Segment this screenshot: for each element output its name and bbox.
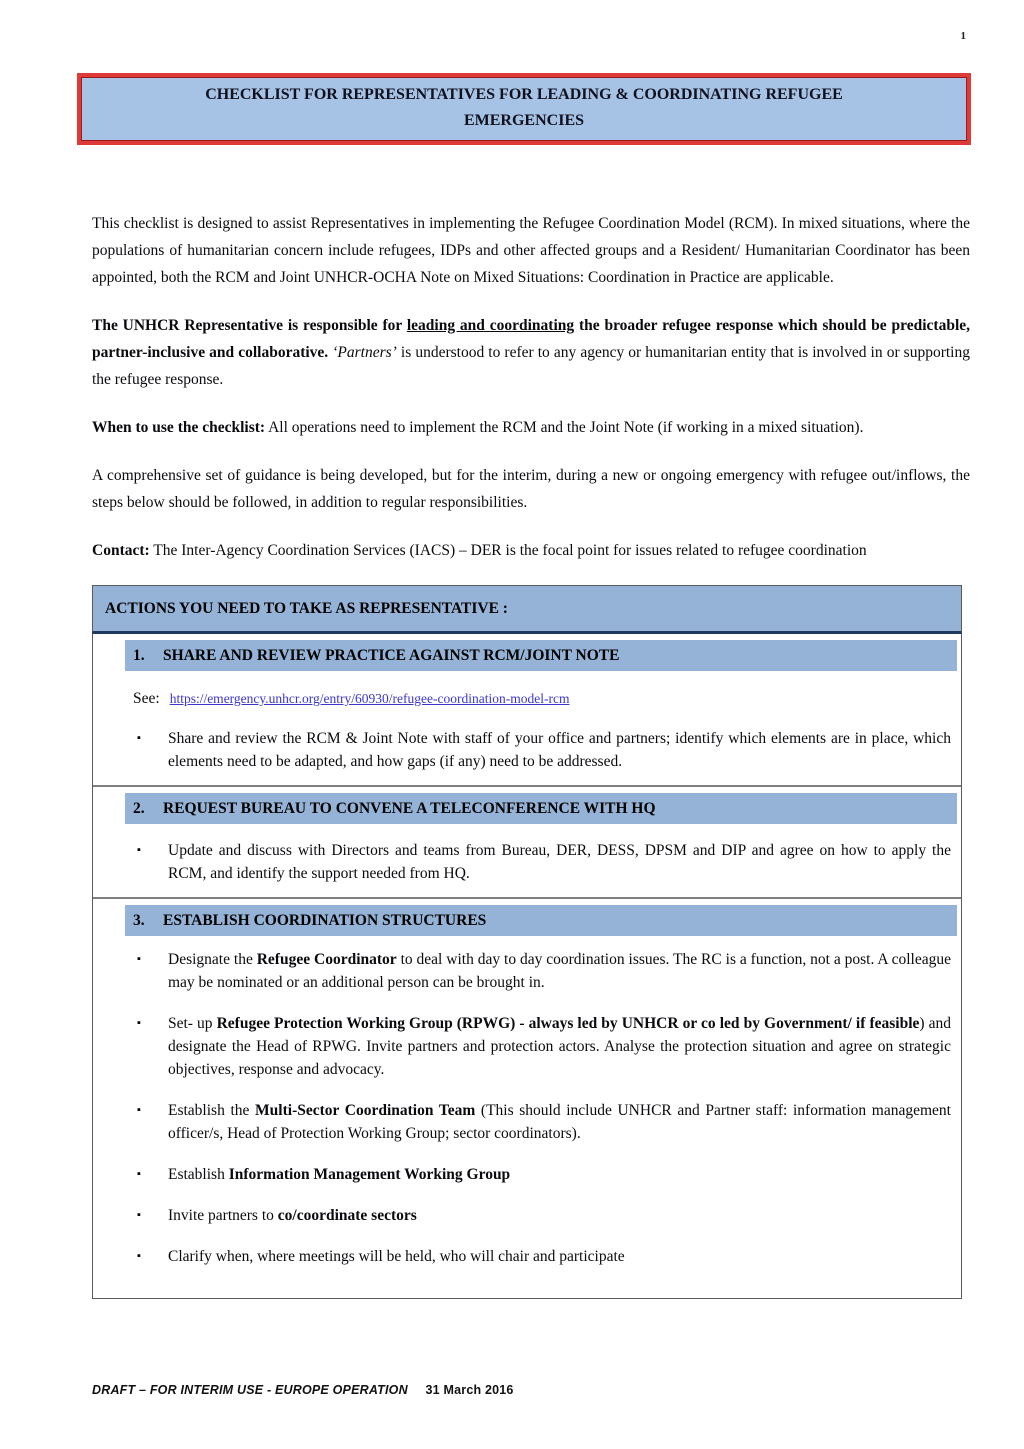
list-item bbox=[137, 839, 951, 885]
action-section-1 bbox=[93, 634, 961, 785]
list-item bbox=[137, 1204, 951, 1227]
document-title-box bbox=[81, 77, 967, 141]
rcm-model-link[interactable]: https://emergency.unhcr.org/entry/60930/refugee-coordination-model-rcm bbox=[169, 691, 570, 706]
intro-paragraph-2: The UNHCR Representative is responsible for leading and coordinating the broader refugee response which should be predictable, partner-inclusive and collaborative. ‘Partners’ is understood to refer to any agency or humanitarian entity that is involved in or supporting the refugee response. bbox=[92, 317, 970, 388]
document-title-line2: EMERGENCIES bbox=[463, 112, 585, 129]
guidance-paragraph: A comprehensive set of guidance is being developed, but for the interim, during a new or ongoing emergency with refugee out/inflows, the steps below should be followed, in addition to regular responsibilities. bbox=[92, 467, 970, 511]
section-1-number: 1. bbox=[133, 647, 145, 664]
section-3-title: ESTABLISH COORDINATION STRUCTURES bbox=[163, 912, 487, 929]
bullet-icon: ▪ bbox=[137, 1250, 141, 1262]
bullet-icon: ▪ bbox=[137, 1168, 141, 1180]
section-3-number: 3. bbox=[133, 912, 145, 929]
section-2-title: REQUEST BUREAU TO CONVENE A TELECONFERENCE WITH HQ bbox=[163, 800, 656, 817]
bullet-text: Designate the Refugee Coordinator to deal with day to day coordination issues. The RC is a function, not a post. A colleague may be nominated or an additional person can be brought in. bbox=[168, 951, 951, 991]
section-3-bullet-list bbox=[93, 936, 961, 1268]
document-body bbox=[92, 210, 970, 1299]
page-footer bbox=[92, 1383, 514, 1397]
see-line bbox=[133, 685, 953, 712]
bullet-icon: ▪ bbox=[137, 732, 141, 744]
when-to-use-paragraph: When to use the checklist: All operations need to implement the RCM and the Joint Note (if working in a mixed situation). bbox=[92, 419, 864, 436]
bullet-text: Invite partners to co/coordinate sectors bbox=[168, 1207, 417, 1224]
bullet-icon: ▪ bbox=[137, 1017, 141, 1029]
actions-table bbox=[92, 585, 962, 1299]
contact-paragraph: Contact: The Inter-Agency Coordination Services (IACS) – DER is the focal point for issues related to refugee coordination bbox=[92, 542, 867, 559]
intro-paragraph-1: This checklist is designed to assist Representatives in implementing the Refugee Coordination Model (RCM). In mixed situations, where the populations of humanitarian concern include refugees, IDPs and other affected groups and a Resident/ Humanitarian Coordinator has been appointed, both the RCM and Joint UNHCR-OCHA Note on Mixed Situations: Coordination in Practice are applicable. bbox=[92, 215, 970, 286]
section-2-number: 2. bbox=[133, 800, 145, 817]
section-2-header-bar bbox=[125, 793, 957, 824]
list-item bbox=[137, 1099, 951, 1145]
bullet-text: Update and discuss with Directors and teams from Bureau, DER, DESS, DPSM and DIP and agree on how to apply the RCM, and identify the support needed from HQ. bbox=[168, 842, 951, 882]
document-title-line1: CHECKLIST FOR REPRESENTATIVES FOR LEADING & COORDINATING REFUGEE bbox=[205, 86, 843, 103]
bullet-icon: ▪ bbox=[137, 844, 141, 856]
bullet-text: Clarify when, where meetings will be held, who will chair and participate bbox=[168, 1248, 625, 1265]
section-1-header-bar bbox=[125, 640, 957, 671]
bullet-text: Share and review the RCM & Joint Note with staff of your office and partners; identify which elements are in place, which elements need to be adapted, and how gaps (if any) need to be addressed. bbox=[168, 730, 951, 770]
footer-draft-text: DRAFT – FOR INTERIM USE - EUROPE OPERATION bbox=[92, 1383, 408, 1397]
bullet-icon: ▪ bbox=[137, 1104, 141, 1116]
list-item bbox=[137, 1012, 951, 1081]
section-3-header-bar bbox=[125, 905, 957, 936]
page-number: 1 bbox=[960, 30, 966, 42]
bullet-text: Set- up Refugee Protection Working Group (RPWG) - always led by UNHCR or co led by Government/ if feasible) and designate the Head of RPWG. Invite partners and protection actors. Analyse the protection situation and agree on strategic objectives, response and advocacy. bbox=[168, 1015, 952, 1078]
footer-date: 31 March 2016 bbox=[425, 1383, 514, 1397]
bullet-icon: ▪ bbox=[137, 1209, 141, 1221]
bullet-icon: ▪ bbox=[137, 953, 141, 965]
bullet-text: Establish Information Management Working Group bbox=[168, 1166, 511, 1183]
list-item bbox=[137, 948, 951, 994]
list-item bbox=[137, 1163, 951, 1186]
actions-header: ACTIONS YOU NEED TO TAKE AS REPRESENTATIVE : bbox=[92, 585, 962, 634]
action-section-2 bbox=[93, 785, 961, 897]
list-item bbox=[137, 1245, 951, 1268]
action-section-3 bbox=[93, 897, 961, 1298]
list-item bbox=[137, 727, 951, 773]
see-label: See: bbox=[133, 690, 160, 707]
bullet-text: Establish the Multi-Sector Coordination Team (This should include UNHCR and Partner staff: information management officer/s, Head of Protection Working Group; sector coordinators). bbox=[168, 1102, 951, 1142]
section-1-title: SHARE AND REVIEW PRACTICE AGAINST RCM/JOINT NOTE bbox=[163, 647, 620, 664]
